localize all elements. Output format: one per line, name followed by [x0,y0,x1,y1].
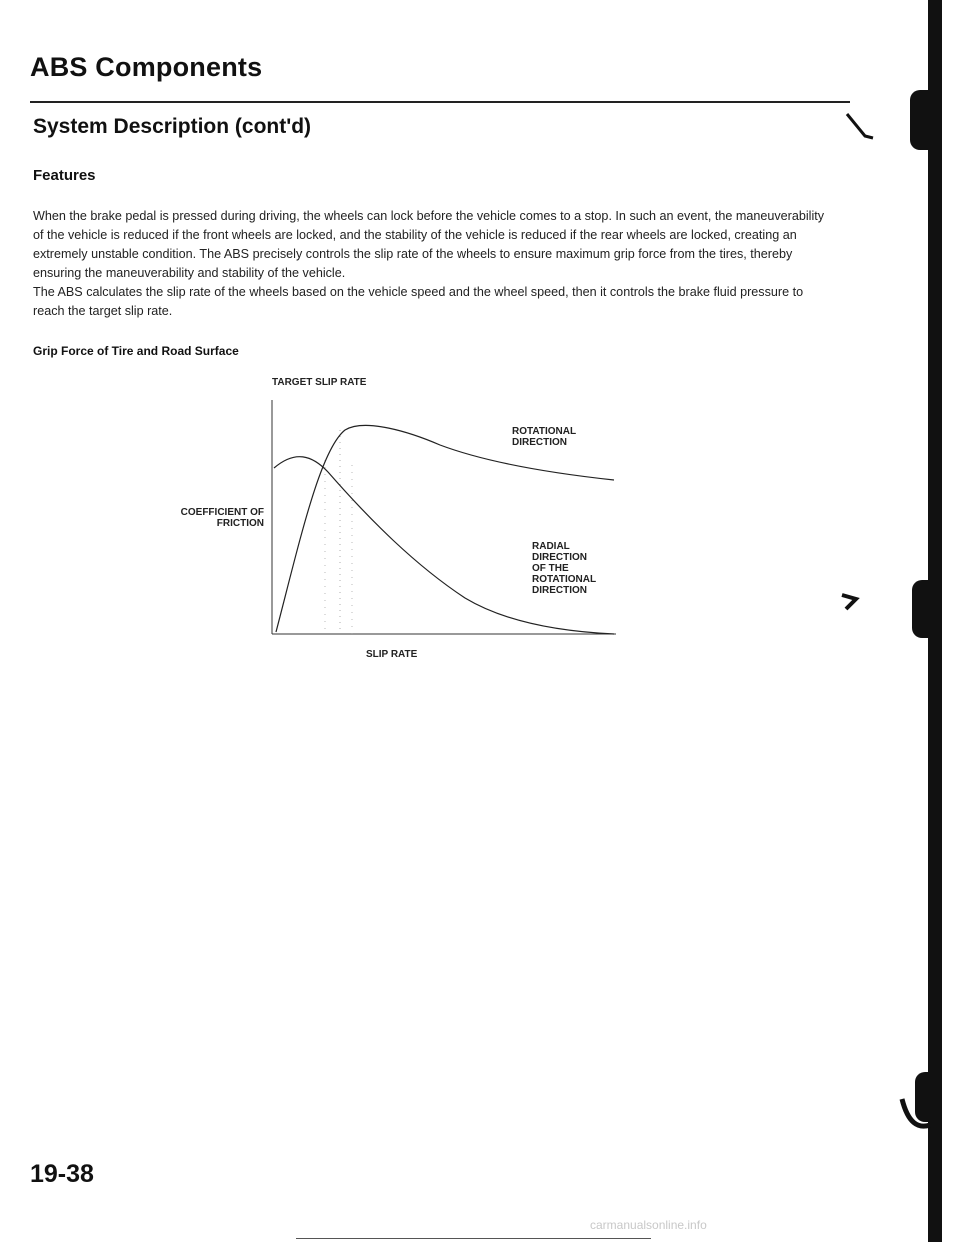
rotational-direction-curve [276,425,614,632]
radial-direction-label-4: ROTATIONAL [532,574,597,585]
friction-diagram [180,370,640,660]
section-heading: System Description (cont'd) [33,115,312,138]
title-divider [30,101,850,103]
edge-tab-mark [910,90,928,150]
y-axis-label-2: FRICTION [216,518,264,529]
corner-mark [845,112,875,142]
body-text [33,207,833,321]
page-title: ABS Components [30,52,263,82]
rotational-direction-label-1: ROTATIONAL [512,426,577,437]
radial-direction-label-3: OF THE [532,563,569,574]
page-number: 19-38 [30,1160,94,1188]
paragraph-2: The ABS calculates the slip rate of the wheels based on the vehicle speed and the wheel speed, then it controls the brake fluid pressure to reach the target slip rate. [33,285,804,318]
watermark: carmanualsonline.info [590,1218,707,1232]
binding-edge [928,0,942,1242]
paragraph-1: When the brake pedal is pressed during driving, the wheels can lock before the vehicle comes to a stop. In such an event, the maneuverability of the vehicle is reduced if the front wheels are locked, and the stability of the vehicle is reduced if the rear wheels are locked, creating an extremely unstable condition. The ABS precisely controls the slip rate of the wheels to ensure maximum grip force from the tires, thereby ensuring the maneuverability and stability of the vehicle. [33,209,825,280]
x-axis-label: SLIP RATE [366,649,418,660]
edge-tab-mark [912,580,928,638]
radial-direction-label-5: DIRECTION [532,585,587,596]
y-axis-label-1: COEFFICIENT OF [180,507,264,518]
radial-direction-label-1: RADIAL [532,541,570,552]
footer-divider [296,1238,651,1239]
features-heading: Features [33,167,96,184]
target-slip-rate-label: TARGET SLIP RATE [272,377,367,388]
corner-mark [900,1095,932,1135]
rotational-direction-label-2: DIRECTION [512,437,567,448]
corner-mark [838,585,868,615]
figure-title: Grip Force of Tire and Road Surface [33,344,239,358]
radial-direction-label-2: DIRECTION [532,552,587,563]
